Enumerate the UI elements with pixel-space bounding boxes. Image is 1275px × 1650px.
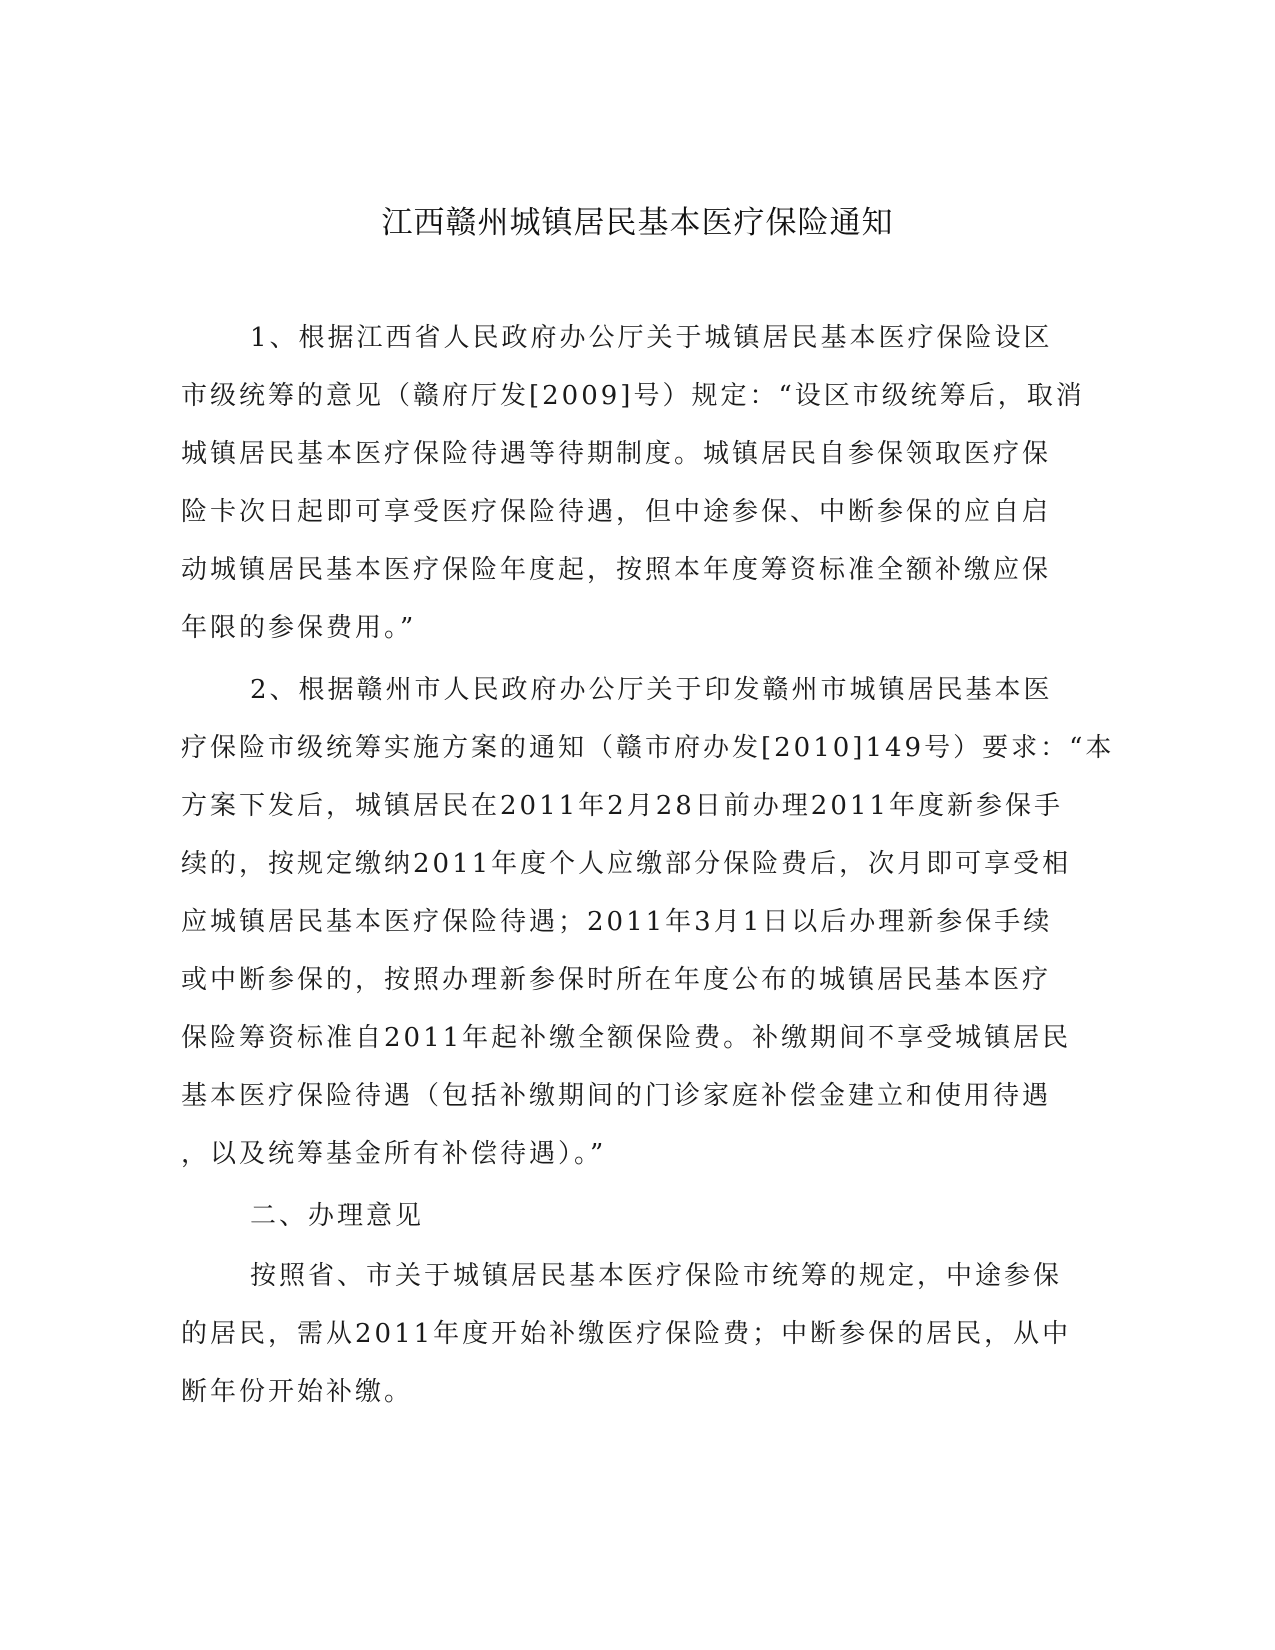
paragraph-2-line-8: 基本医疗保险待遇（包括补缴期间的门诊家庭补偿金建立和使用待遇 — [181, 1081, 1052, 1111]
paragraph-2-line-2: 疗保险市级统筹实施方案的通知（赣市府办发[2010]149号）要求：“本 — [181, 733, 1115, 763]
paragraph-2-line-5: 应城镇居民基本医疗保险待遇；2011年3月1日以后办理新参保手续 — [181, 907, 1053, 937]
paragraph-2-line-1: 2、根据赣州市人民政府办公厅关于印发赣州市城镇居民基本医 — [250, 675, 1053, 705]
paragraph-2-line-4: 续的，按规定缴纳2011年度个人应缴部分保险费后，次月即可享受相 — [181, 849, 1072, 879]
paragraph-3-line-2: 的居民，需从2011年度开始补缴医疗保险费；中断参保的居民，从中 — [181, 1319, 1072, 1349]
paragraph-1-line-4: 险卡次日起即可享受医疗保险待遇，但中途参保、中断参保的应自启 — [181, 497, 1052, 527]
paragraph-2-line-6: 或中断参保的，按照办理新参保时所在年度公布的城镇居民基本医疗 — [181, 965, 1052, 995]
document-title: 江西赣州城镇居民基本医疗保险通知 — [381, 205, 894, 241]
paragraph-1-line-5: 动城镇居民基本医疗保险年度起，按照本年度筹资标准全额补缴应保 — [181, 555, 1052, 585]
paragraph-3-line-1: 按照省、市关于城镇居民基本医疗保险市统筹的规定，中途参保 — [250, 1261, 1063, 1291]
paragraph-1-line-1: 1、根据江西省人民政府办公厅关于城镇居民基本医疗保险设区 — [250, 323, 1053, 353]
section-heading: 二、办理意见 — [250, 1201, 425, 1231]
paragraph-1-line-2: 市级统筹的意见（赣府厅发[2009]号）规定：“设区市级统筹后，取消 — [181, 381, 1085, 411]
paragraph-1-line-3: 城镇居民基本医疗保险待遇等待期制度。城镇居民自参保领取医疗保 — [181, 439, 1052, 469]
paragraph-3-line-3: 断年份开始补缴。 — [181, 1377, 414, 1407]
paragraph-2-line-3: 方案下发后，城镇居民在2011年2月28日前办理2011年度新参保手 — [181, 791, 1063, 821]
paragraph-2-line-7: 保险筹资标准自2011年起补缴全额保险费。补缴期间不享受城镇居民 — [181, 1023, 1072, 1053]
paragraph-2-line-9: ，以及统筹基金所有补偿待遇）。” — [181, 1139, 607, 1169]
paragraph-1-line-6: 年限的参保费用。” — [181, 613, 417, 643]
